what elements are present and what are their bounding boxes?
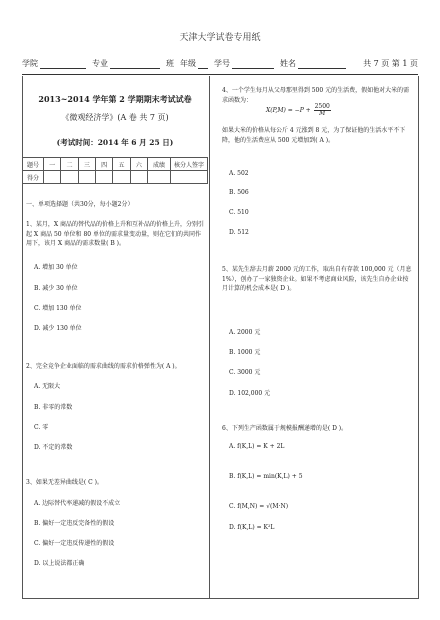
question-2-option-a[interactable]: A. 无限大: [34, 383, 61, 390]
question-5-option-b[interactable]: B. 1000 元: [229, 349, 261, 356]
question-3-option-d[interactable]: D. 以上说法都正确: [34, 560, 85, 567]
question-3-option-a[interactable]: A. 边际替代率递减的假设不成立: [34, 500, 121, 507]
score-header-cell: 二: [61, 158, 78, 171]
question-1-stem: 1、某月，X 商品的替代品的价格上升和互补品的价格上升，分别引起 X 商品 50 单位和 80 单位的需求量变动量，则在它们的共同作用下，该月 X 商品的需求数量( B )。: [26, 221, 204, 247]
question-4-formula: [266, 104, 406, 117]
score-cell[interactable]: [61, 171, 78, 184]
question-6-option-c[interactable]: C. f(M,N) = √(M·N): [229, 503, 289, 510]
question-2-option-c[interactable]: C. 零: [34, 424, 49, 431]
question-1-option-a[interactable]: A. 增加 30 单位: [34, 264, 78, 271]
formula-fraction: [314, 104, 331, 117]
question-1-option-d[interactable]: D. 减少 130 单位: [34, 325, 82, 332]
score-header-cell: 六: [130, 158, 147, 171]
question-2-option-b[interactable]: B. 非零的常数: [34, 404, 73, 411]
score-header-cell: 成绩: [148, 158, 171, 171]
grade-field: [180, 58, 208, 69]
score-cell[interactable]: [78, 171, 95, 184]
question-3-stem: 3、如果无差异曲线是( C )。: [26, 479, 103, 486]
question-5-stem: 5、某先生辞去月薪 2000 元的工作，取出自有存款 100,000 元（月息 1%），创办了一家独资企业。如果不考虑商业风险，该先生自办企业按月计算的机会成本是( D )。: [222, 266, 412, 292]
score-table: [22, 157, 208, 184]
student-id-label: 学号: [214, 59, 230, 68]
score-cell[interactable]: [113, 171, 130, 184]
school-label: 学院: [22, 59, 38, 68]
score-header-cell: 四: [95, 158, 112, 171]
major-blank[interactable]: [110, 59, 160, 69]
question-4-option-b[interactable]: B. 506: [229, 189, 249, 196]
question-4-stem-line2: 如果大米的价格从每公斤 4 元涨到 8 元，为了保证他的生活水平不下降，他的生活费应从 500 元增加到( A )。: [222, 127, 406, 144]
name-blank[interactable]: [298, 59, 346, 69]
major-field: [92, 58, 160, 69]
question-5-option-c[interactable]: C. 3000 元: [229, 369, 261, 376]
question-3-option-b[interactable]: B. 偏好一定违反完备性的假设: [34, 520, 115, 527]
class-field: [166, 58, 174, 69]
page-indicator: 共 7 页 第 1 页: [363, 59, 418, 68]
question-2-option-d[interactable]: D. 不定的常数: [34, 444, 73, 451]
school-field: [22, 58, 86, 69]
score-table-score-row: [23, 171, 208, 184]
student-info-line: [22, 58, 418, 69]
exam-subtitle: 《微观经济学》(A 卷 共 7 页): [61, 113, 169, 122]
score-cell[interactable]: [44, 171, 61, 184]
major-label: 专业: [92, 59, 108, 68]
question-6-option-b[interactable]: B. f(K,L) = min(K,L) + 5: [229, 473, 303, 480]
question-4-option-c[interactable]: C. 510: [229, 209, 249, 216]
question-5-option-d[interactable]: D. 102,000 元: [229, 390, 271, 397]
name-field: [280, 58, 346, 69]
question-4-stem-line1: 4、一个学生每月从父母那里得到 500 元的生活费，假如他对大米的需求函数为：: [222, 87, 410, 104]
exam-date: (考试时间：2014 年 6 月 25 日): [56, 138, 174, 147]
score-header-cell: 核分人签字: [171, 158, 208, 171]
student-id-field: [214, 58, 274, 69]
section-heading: 一、单项选择题（共30分，每小题2分）: [26, 201, 134, 208]
question-1-option-c[interactable]: C. 增加 130 单位: [34, 305, 82, 312]
question-6-option-d[interactable]: D. f(K,L) = K²L: [229, 524, 275, 531]
class-label: 班: [166, 59, 174, 68]
student-id-blank[interactable]: [232, 59, 274, 69]
right-column: [208, 76, 419, 599]
question-6-stem: 6、下列生产函数属于规模报酬递增的是( D )。: [222, 425, 348, 432]
question-5-option-a[interactable]: A. 2000 元: [229, 329, 261, 336]
question-6-option-a[interactable]: A. f(K,L) = K + 2L: [229, 443, 285, 450]
grade-blank[interactable]: [198, 59, 208, 69]
score-cell[interactable]: [148, 171, 171, 184]
fraction-numerator: 2500: [314, 103, 330, 110]
question-4-option-d[interactable]: D. 512: [229, 229, 249, 236]
question-4-option-a[interactable]: A. 502: [229, 170, 249, 177]
question-3-option-c[interactable]: C. 偏好一定违反传递性的假设: [34, 540, 115, 547]
question-1-option-b[interactable]: B. 减少 30 单位: [34, 285, 78, 292]
question-2-stem: 2、完全竞争企业面临的需求曲线的需求价格弹性为( A )。: [26, 363, 181, 370]
formula-lhs: X(P,M) =: [266, 107, 295, 114]
fraction-denominator: M: [319, 110, 326, 117]
score-header-cell: 一: [44, 158, 61, 171]
score-cell[interactable]: [95, 171, 112, 184]
score-row-label: 得分: [23, 171, 44, 184]
exam-title: 2013~2014 学年第 2 学期期末考试试卷: [38, 94, 192, 104]
header-rule: [22, 74, 418, 75]
formula-minus: −: [294, 107, 300, 114]
score-header-cell: 三: [78, 158, 95, 171]
formula-term: P +: [299, 107, 313, 114]
grade-label: 年级: [180, 59, 196, 68]
school-blank[interactable]: [40, 59, 86, 69]
name-label: 姓名: [280, 59, 296, 68]
sheet-header: 天津大学试卷专用纸: [179, 33, 261, 43]
score-cell[interactable]: [130, 171, 147, 184]
score-cell[interactable]: [171, 171, 208, 184]
score-header-cell: 题号: [23, 158, 44, 171]
score-table-header-row: [23, 158, 208, 171]
score-header-cell: 五: [113, 158, 130, 171]
